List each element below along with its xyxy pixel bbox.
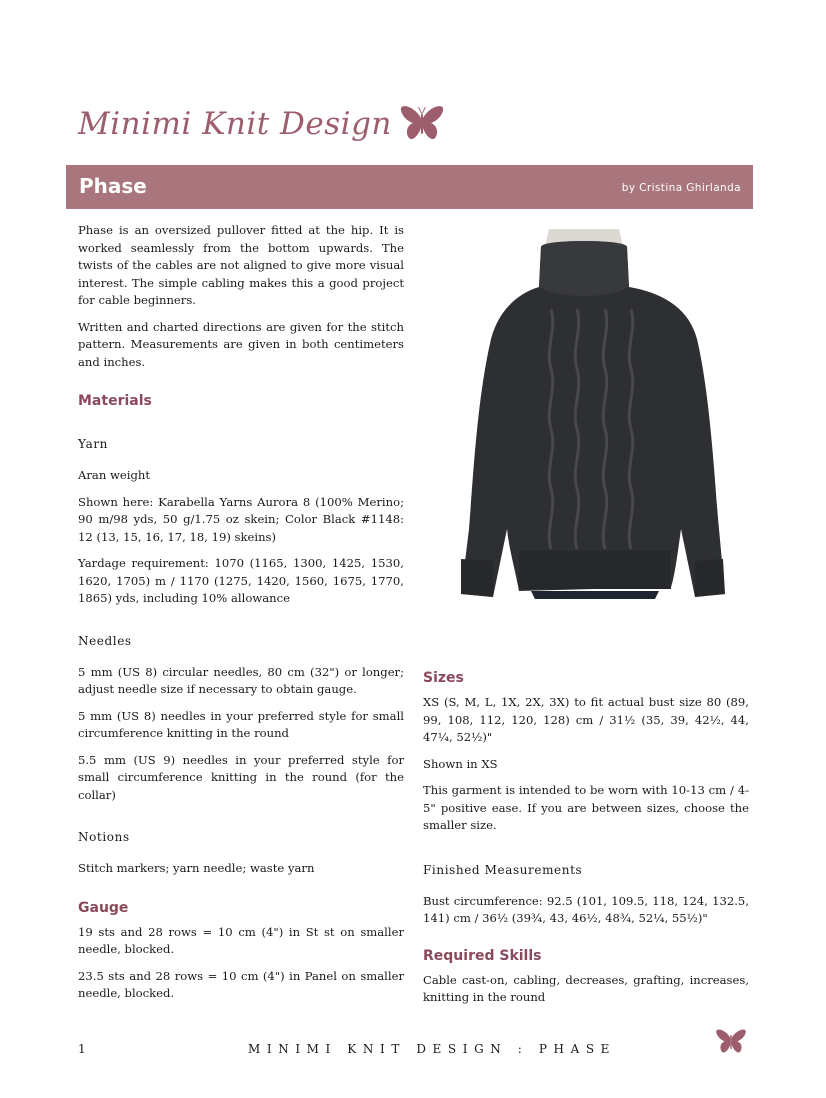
needle-item: 5 mm (US 8) circular needles, 80 cm (32") or longer; adjust needle size if necessary to obtain gauge. (78, 664, 404, 696)
gauge-heading: Gauge (78, 899, 129, 916)
yarn-weight: Aran weight (78, 468, 151, 482)
running-footer: MINIMI KNIT DESIGN : PHASE (248, 1042, 617, 1056)
materials-heading: Materials (78, 393, 152, 409)
yarn-shown: Shown here: Karabella Yarns Aurora 8 (100% Merino; 90 m/98 yds, 50 g/1.75 oz skein; Color Black #1148: 12 (13, 15, 16, 17, 18, 19) skeins) (78, 494, 404, 544)
intro-paragraph: Written and charted directions are given for the stitch pattern. Measurements are given in both centimeters and inches. (78, 319, 404, 369)
sizes-heading: Sizes (423, 670, 464, 686)
notions-text: Stitch markers; yarn needle; waste yarn (78, 861, 315, 875)
sizes-fit: XS (S, M, L, 1X, 2X, 3X) to fit actual bust size 80 (89, 99, 108, 112, 120, 128) cm / 31½ (35, 39, 42½, 44, 47¼, 52½)" (423, 695, 749, 744)
sweater-photo (449, 229, 739, 599)
needles-heading: Needles (78, 633, 132, 648)
designer-byline: by Cristina Ghirlanda (621, 182, 741, 194)
butterfly-icon (400, 104, 444, 144)
page-title: Phase (79, 174, 147, 198)
yarn-heading: Yarn (78, 437, 109, 451)
brand-header (78, 104, 444, 144)
needle-item: 5 mm (US 8) needles in your preferred style for small circumference knitting in the round (78, 708, 404, 740)
sizes-shown: Shown in XS (423, 756, 498, 771)
title-bar (66, 165, 753, 209)
page-number: 1 (78, 1042, 86, 1056)
skills-heading: Required Skills (423, 947, 542, 964)
skills-text: Cable cast-on, cabling, decreases, grafting, increases, knitting in the round (423, 972, 749, 1004)
gauge-item: 23.5 sts and 28 rows = 10 cm (4") in Panel on smaller needle, blocked. (78, 968, 404, 1000)
right-column (423, 670, 749, 1016)
sizes-ease: This garment is intended to be worn with 10-13 cm / 4-5" positive ease. If you are between sizes, choose the smaller size. (423, 783, 749, 832)
notions-heading: Notions (78, 830, 130, 844)
butterfly-icon (714, 1028, 748, 1056)
gauge-item: 19 sts and 28 rows = 10 cm (4") in St st on smaller needle, blocked. (78, 924, 404, 956)
bust-circumference: Bust circumference: 92.5 (101, 109.5, 118, 124, 132.5, 141) cm / 36½ (39¾, 43, 46½, 48¾, 52¼, 55½)" (423, 893, 749, 925)
intro-paragraph: Phase is an oversized pullover fitted at the hip. It is worked seamlessly from the bottom upwards. The twists of the cables are not aligned to give more visual interest. The simple cabling makes this a good project for cable beginners. (78, 223, 404, 307)
yarn-yardage: Yardage requirement: 1070 (1165, 1300, 1425, 1530, 1620, 1705) m / 1170 (1275, 1420, 1560, 1675, 1770, 1865) yds, including 10% allowance (78, 556, 404, 605)
left-column (78, 222, 404, 1012)
brand-name: Minimi Knit Design (78, 106, 392, 142)
finished-measurements-heading: Finished Measurements (423, 862, 583, 877)
needle-item: 5.5 mm (US 9) needles in your preferred style for small circumference knitting in the round (for the collar) (78, 752, 404, 802)
